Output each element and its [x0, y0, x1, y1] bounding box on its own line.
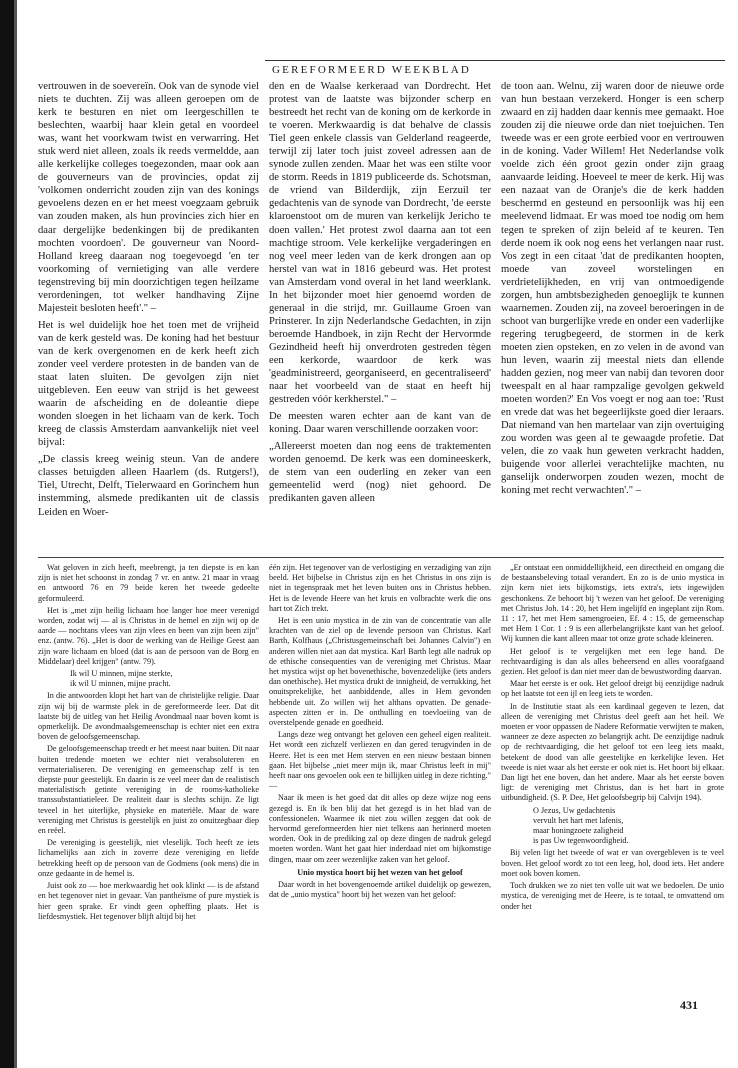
article-column-2	[269, 80, 491, 552]
paragraph: Juist ook zo — hoe merkwaardig het ook klinkt — is de afstand en het tegenover niet in gevaar. Van pantheïsme of pure mystiek is hier geen sprake. Er vindt geen opheffing plaats. Het is liefdesmystiek. Het tegenover blijft altijd bij het	[38, 881, 259, 921]
running-header: GEREFORMEERD WEEKBLAD	[272, 64, 472, 76]
paragraph: In de Institutie staat als een kardinaal gegeven te lezen, dat alleen de vereniging met Christus deel geeft aan het heil. We moeten er voor oppassen de Nadere Reformatie verwijten te maken, wanneer ze deze aspecten zo belangrijk acht. De eenzijdige nadruk op de rechtvaardiging, die het geloof tot een leeg iets maakt, betekent de dood van alle geestelijke en kerkelijke leven. Het tweede is niet waar als het eerste er ook niet is. Het hoort bij elkaar. Dan ligt het ene boven, dan het andere. Maar als het eerste boven ligt: de vereniging met Christus, dan is het hart in grote uitbundigheid. (S. P. Dee, Het geloofsbegrip bij Calvijn 194).	[501, 701, 724, 803]
paragraph: „Er ontstaat een onmiddellijkheid, een directheid en omgang die de bestaansbeleving totaal verandert. En zo is de unio mystica in zijn kern niet iets bijkomstigs, iets extra's, iets ingewijden geschonkens. Ze behoort bij 't wezen van het geloof. De vereniging met Christus Joh. 14 : 20, het Hem ingelijfd en ingeplant zijn Rom. 11 : 17, het met Hem samengroeien, Ef. 4 : 15, de gemeenschap met Hem 1 Cor. 1 : 9 is een allerbelangrijkste kant van het geloof. Wij kunnen die kant alleen maar tot onze grote schade kleineren.	[501, 563, 724, 644]
small-column-3	[501, 563, 724, 990]
psalm-quote	[70, 669, 259, 689]
article-column-3	[501, 80, 724, 552]
article-column-1	[38, 80, 259, 552]
paragraph: den en de Waalse kerkeraad van Dordrecht. Het protest van de laatste was bijzonder scherp en bestreedt het recht van de koning om de kerkorde in te voeren. Merkwaardig is dat behalve de classis Tiel geen enkele classis van Gelderland reageerde, terwijl zij later toch juist zoveel adressen aan de synode zullen zenden. Maar het was een stilte voor de storm. Reeds in 1819 publiceerde ds. Schotsman, de vriend van Bilderdijk, zijn Eerzuil ter gedachtenis van de synode van Dordrecht, 'de eerste klaroenstoot om de muren van kerkelijk Jericho te doen vallen.' Het protest zwol daarna aan tot een machtige stroom. Vele kerkelijke vergaderingen en nog veel meer leden van de kerk drongen aan op herstel van wat in 1816 gebeurd was. Het protest van Amsterdam vond overal in het land weerklank. In het bijzonder moet hier genoemd worden de generaal in die strijd, mr. Guillaume Groen van Prinsterer. In zijn Nederlandsche Gedachten, in zijn beroemde Handboek, in zijn Recht der Hervormde Gezindheid heeft hij onverdroten gestreden tègen een kerkorde, waardoor de kerk was 'geadministreerd, georganiseerd, en gecentraliseerd' naar het voorbeeld van de staat en heeft hij gestreden vóór kerkherstel." –	[269, 81, 491, 406]
quote-paragraph: „De classis kreeg weinig steun. Van de andere classes betuigden alleen Haarlem (ds. Rutgers!), Tiel, Utrecht, Delft, Tielerwaard en Gorinchem hun instemming, alsmede predikanten uit de classis Leiden en Woer-	[38, 454, 259, 518]
section-divider	[38, 557, 724, 558]
poem-line: maar honingzoete zaligheid	[533, 826, 624, 836]
page-number: 431	[680, 998, 698, 1012]
header-rule	[265, 60, 725, 61]
paragraph: Daar wordt in het bovengenoemde artikel duidelijk op gewezen, dat de „unio mystica" hoort bij het wezen van het geloof:	[269, 880, 491, 900]
poem-line: Ik wil U minnen, mijne sterkte,	[70, 669, 173, 679]
poem-line: vervult het hart met lafenis,	[533, 815, 624, 825]
paragraph: Het is een unio mystica in de zin van de concentratie van alle krachten van de ziel op de levende persoon van Christus. Karl Barth, Kolfhaus („Christusgemeinschaft bei Johannes Calvin") en anderen willen niet aan dat mystica. Karl Barth legt alle nadruk op de ethische consequenties van de vereniging met Christus. Maar het mystica wijst op het bovenethische, bovenzedelijke (iets anders dan onethische). Het mystica drukt de innigheid, de verrukking, het onuitsprekelijke, het aanbiddende, alles in Hem gevonden hebbende uit. Zo willen wij het althans opvatten. De genade-aspecten zitten er in. De onthulling en toevloeiing van de overstelpende genade en goedheid.	[269, 616, 491, 728]
poem-line: ik wil U minnen, mijne pracht.	[70, 679, 171, 689]
paragraph: In die antwoorden klopt het hart van de christelijke religie. Daar zijn wij bij de warmste plek in de gereformeerde leer. Dat dit laatste bij de uitleg van het Heilig Avondmaal naar boven komt is opmerkelijk. De avondmaalsgemeenschap is echter niet een extra boven de geloofsgemeenschap.	[38, 691, 259, 742]
section-subheading: Unio mystica hoort bij het wezen van het geloof	[297, 867, 463, 877]
paragraph: één zijn. Het tegenover van de verlostiging en verzadiging van zijn beeld. Het bijbelse in Christus zijn en het Christus in ons zijn is niet in tegenspraak met het leven buiten ons in Christus hebben. Het is de levende Heere van het kruis en volbrachte werk die ons hart tot Zich trekt.	[269, 563, 491, 613]
page-binding-edge	[0, 0, 14, 1068]
hymn-quote	[533, 806, 724, 847]
paragraph: Het geloof is te vergelijken met een lege hand. De rechtvaardiging is dan als alles beheersend en alles voorafgaand gezien. Het geloof is dan niet meer dan de bewustwording daarvan.	[501, 646, 724, 677]
poem-line: O Jezus, Uw gedachtenis	[533, 805, 616, 815]
paragraph: Wat geloven in zich heeft, meebrengt, ja ten diepste is en kan zijn is niet het schoonst in zondag 7 vr. en antw. 21 maar in vraag en antwoord 76 en 79 beide keren het tweede gedeelte geformuleerd.	[38, 563, 259, 603]
small-column-1	[38, 563, 259, 990]
paragraph: Maar het eerste is er ook. Het geloof dreigt bij eenzijdige nadruk op het laatste tot een ijl en leeg iets te worden.	[501, 679, 724, 699]
paragraph: De geloofsgemeenschap treedt er het meest naar buiten. Dit naar buiten tredende moeten we echter niet verabsoluteren en vermaterialiseren. De vereniging en gemeenschap zelf is ten diepste puur geestelijk. En daarin is ze veel meer dan de realistisch materialistisch getinte vereniging in de rooms-katholieke transsubstantiatieleer. De realiteit daar is slechts schijn. Ze ligt teveel in het uiterlijke, physieke en materiële. Maar de ware vereniging met Christus is geestelijk en juist zo onuitzegbaar diep en reëel.	[38, 744, 259, 836]
paragraph: de toon aan. Welnu, zij waren door de nieuwe orde van hun bestaan verzekerd. Honger is een scherp zwaard en zij hadden daar kennis mee gemaakt. Hoe zouden zij die nieuwe orde dan niet toejuichen. Ten tweede was er een grote eerbied voor en vertrouwen in de koning. Vader Willem! Het Nederlandse volk voelde zich één groot gezin onder zijn graag aanvaarde leiding. Hoeveel te meer de kerk. Hij was een nazaat van de Oranje's die de kerk hadden beschermd en gesteund en persoonlijk was hij een meelevend lidmaat. Er was moed toe nodig om hem tegen te spreken of zijn beleid af te keuren. Ten derde noem ik ook nog eens het verlangen naar rust. Vos zegt in een citaat 'dat de predikanten hoopten, moede van zoveel worstelingen en verdrietelijkheden, en vrij van ontmoedigende zorgen, hun ambtsbezigheden genoeglijk te kunnen waarnemen. Zouden zij, na zoveel beroeringen in de schoot van burgerlijke vrede en onder een vaderlijke regering terugbegeerd, de stormen in de kerk moeten zien opsteken, en zo velen in de avond van hun leven, waarin zij meestal niets dan ellende hadden gezien, nog meer van nabij dan tevoren door tweespalt en al haar rampzalige gevolgen gekweld moeten worden?' En Vos voegt er nog aan toe: 'Rust en vrede dat was het begeerlijkste goed dier leraars. Dat niemand van hen martelaar van zijn overtuiging zou worden was geen al te gewaagde profetie. Dat velen, die zo vaak hun geweten verkracht hadden, buigende voor allerlei verachtelijke machten, nu ganselijk onderworpen zouden wezen, mocht de koning met recht verwachten'." –	[501, 81, 724, 497]
paragraph: Toch drukken we zo niet ten volle uit wat we bedoelen. De unio mystica, de vereniging met de Heere, is te totaal, te omvattend om onder het	[501, 881, 724, 911]
small-column-2	[269, 563, 491, 990]
poem-line: is pas Uw tegenwoordigheid.	[533, 836, 629, 846]
paragraph: Langs deze weg ontvangt het geloven een geheel eigen realiteit. Het wordt een zichzelf verliezen en dan gered terugvinden in de Heere. Het is een met Hem sterven en een nieuw bestaan binnen gaan. Het bijbelse „niet meer mijn ik, maar Christus leeft in mij" heeft naar ons gevoelen ook een te billijken uitleg in deze richting." —	[269, 730, 491, 791]
paragraph: Bij velen ligt het tweede of wat er van overgebleven is te veel boven. Het geloof wordt zo tot een leeg, hol, dood iets. Het andere moet ook boven komen.	[501, 848, 724, 878]
page-binding-shadow	[14, 0, 17, 1068]
paragraph: Naar ik meen is het goed dat dit alles op deze wijze nog eens gezegd is. En ik ben blij dat het gezegd is in het blad van de confessionelen. Waarmee ik niet zou willen zeggen dat ook de hervormd gereformeerden hier niet telkens aan herinnerd moeten worden. Ook in de prediking zal op deze dingen de nadruk gelegd moeten worden. Want het gaat hier inderdaad niet om bijkomstige dingen, maar om zeer wezenlijke zaken van het geloof.	[269, 793, 491, 864]
paragraph: De vereniging is geestelijk, niet vleselijk. Toch heeft ze iets lichamelijks aan zich in zoverre deze vereniging en liefde betrekking heeft op de persoon van de Godmens (ook mens) die in onze gedaante in de hemel is.	[38, 838, 259, 878]
paragraph: De meesten waren echter aan de kant van de koning. Daar waren verschillende oorzaken voor:	[269, 411, 491, 436]
paragraph: vertrouwen in de soevereïn. Ook van de synode viel niets te duchten. Zij was alleen geroepen om de kerk te besturen en niet om leergeschillen te beslechten, waarbij haar klein getal en voordeel was, want het voorkwam twist en verwarring. Het stuk werd niet alleen, zoals ik reeds vermeldde, aan alle kerkelijke colleges toegezonden, maar ook aan de gouverneurs van de provincies, opdat zij 'volkomen onderricht zouden zijn van des konings gevoelens dezen en er het meest voegzaam gebruik van zouden maken, als hun provincies zich hier en daar dergelijke bedenkingen bij de predikanten mochten voordoen'. De gouverneur van Noord-Holland kreeg daaraan nog toegevoegd 'en ter voorkoming of vernietiging van alle verdere tegenstreving bij min doorzichtigen tegen heilzame verordeningen, tot welker handhaving Zijne Majesteit besloten heeft'." –	[38, 81, 259, 314]
paragraph: Het is wel duidelijk hoe het toen met de vrijheid van de kerk gesteld was. De koning had het bestuur van de kerk overgenomen en de kerk heeft zich zonder veel verdere protesten in de banden van de staat laten sluiten. De gevolgen zijn niet uitgebleven. Een eeuw van strijd is het geweest waarin de afscheiding en de doleantie diepe wonden sloegen in het lichaam van de kerk. Toch kreeg de classis Amsterdam aanvankelijk niet veel bijval:	[38, 319, 259, 449]
paragraph: Het is „met zijn heilig lichaam hoe langer hoe meer verenigd worden, zodat wij — al is Christus in de hemel en zijn wij op de aarde — nochtans vlees van zijn vlees en been van zijn been zijn" enz. (antw. 76). „Het is door de werking van de Heilige Geest aan zijn ware lichaam en bloed (dat is aan de persoon van de Borg en Middelaar) deel krijgen" (antw. 79).	[38, 605, 259, 666]
quote-paragraph: „Allereerst moeten dan nog eens de traktementen worden genoemd. De kerk was een domineeskerk, de stem van een ouderling en zeker van een gemeentelid werd (nog) niet gehoord. De predikanten gaven alleen	[269, 441, 491, 505]
